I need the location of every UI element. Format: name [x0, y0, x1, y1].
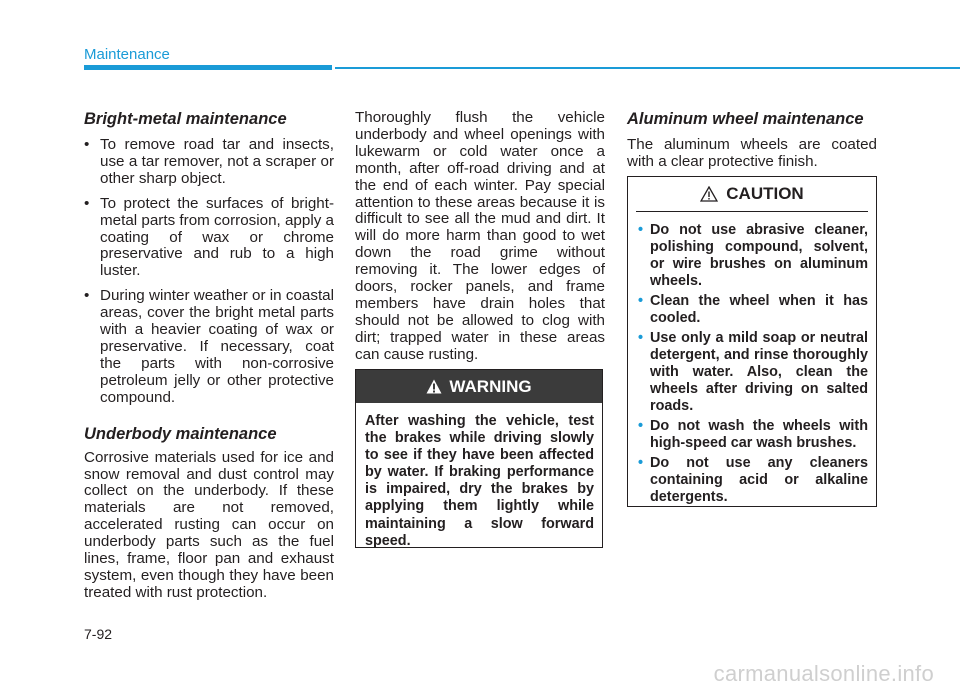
list-item-text: Do not use any cleaners containing acid or alkaline detergents. — [650, 455, 868, 505]
list-item — [638, 222, 868, 290]
list-item-text: To protect the surfaces of bright-metal parts from corrosion, apply a coating of wax or chrome preservative and rub to a high luster. — [100, 194, 334, 280]
list-item — [84, 137, 334, 188]
list-item-text: Clean the wheel when it has cooled. — [650, 293, 868, 326]
aluminum-title: Aluminum wheel maintenance — [627, 110, 864, 128]
warning-header — [356, 370, 602, 403]
column-middle — [355, 110, 605, 364]
warning-box — [355, 369, 603, 548]
bullet-icon: • — [84, 194, 90, 212]
bullet-icon: • — [84, 287, 90, 305]
list-item-text: Do not use abrasive cleaner, polishing compound, solvent, or wire brushes on aluminum wheels. — [650, 222, 868, 289]
bright-metal-title: Bright-metal maintenance — [84, 110, 287, 128]
column-left — [84, 110, 334, 602]
section-title: Maintenance — [84, 46, 170, 63]
underbody-paragraph-1: Corrosive materials used for ice and snow removal and dust control may collect on the underbody. If these materials are not removed, accelerated rusting can occur on underbody parts such as the fuel lines, frame, floor pan and exhaust system, even though they have been treated with rust protection. — [84, 448, 334, 601]
list-item — [638, 330, 868, 415]
list-item-text: Use only a mild soap or neutral detergent, and rinse thoroughly with water. Also, clean the wheels after driving on salted roads. — [650, 330, 868, 414]
page-number: 7-92 — [84, 626, 113, 642]
list-item — [638, 293, 868, 327]
bullet-icon: • — [638, 222, 644, 238]
bullet-icon: • — [84, 136, 90, 153]
bright-metal-list — [84, 137, 334, 407]
warning-text: After washing the vehicle, test the brakes while driving slowly to see if they have been affected by water. If braking performance is impaired, dry the brakes by applying them lightly while maintaining a slow forward speed. — [365, 413, 594, 549]
column-right — [627, 110, 877, 171]
bullet-icon: • — [638, 330, 644, 346]
watermark: carmanualsonline.info — [713, 661, 934, 686]
caution-list — [628, 212, 876, 506]
bullet-icon: • — [638, 293, 644, 309]
list-item-text: To remove road tar and insects, use a tar remover, not a scraper or other sharp object. — [100, 136, 334, 187]
header-rule-thick — [84, 65, 332, 70]
caution-header — [636, 177, 868, 212]
list-item — [84, 196, 334, 281]
caution-triangle-icon — [700, 186, 718, 202]
list-item-text: Do not wash the wheels with high-speed car wash brushes. — [650, 418, 868, 451]
underbody-title: Underbody maintenance — [84, 424, 277, 443]
list-item — [638, 455, 868, 506]
warning-label: WARNING — [449, 376, 532, 396]
caution-box — [627, 176, 877, 507]
caution-label: CAUTION — [726, 184, 804, 203]
list-item — [84, 288, 334, 406]
header-rule-thin — [335, 67, 960, 69]
list-item-text: During winter weather or in coastal areas, cover the bright metal parts with a heavier coating of wax or preservative. If necessary, coat the parts with non-corrosive petroleum jelly or other protective compound. — [100, 287, 334, 406]
warning-triangle-icon — [426, 379, 442, 394]
list-item — [638, 418, 868, 452]
aluminum-text: The aluminum wheels are coated with a clear protective finish. — [627, 136, 877, 170]
bullet-icon: • — [638, 418, 644, 434]
underbody-paragraph-2: Thoroughly flush the vehicle underbody and wheel openings with lukewarm or cold water once a month, after off-road driving and at the end of each winter. Pay special attention to these areas because it is difficult to see all the mud and dirt. It will do more harm than good to wet down the road grime without removing it. The lower edges of doors, rocker panels, and frame members have drain holes that should not be allowed to clog with dirt; trapped water in these areas can cause rusting. — [355, 109, 605, 363]
bullet-icon: • — [638, 455, 644, 471]
